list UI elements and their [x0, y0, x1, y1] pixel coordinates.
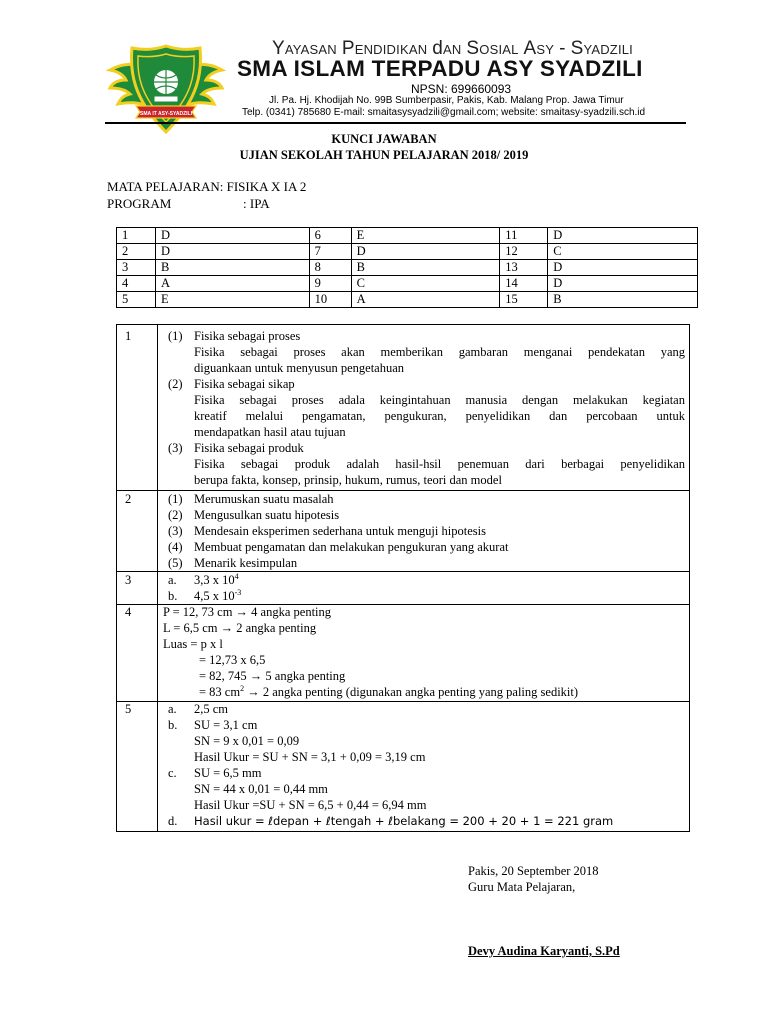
answer-row — [117, 292, 698, 308]
signer-role: Guru Mata Pelajaran, — [468, 880, 576, 894]
answer-letter-cell: C — [548, 244, 698, 260]
answer-line: = 12,73 x 6,5 — [199, 653, 266, 667]
answer-letter-cell: E — [155, 292, 309, 308]
school-name: SMA ISLAM TERPADU ASY SYADZILI — [237, 56, 643, 81]
essay-row-3 — [117, 571, 689, 605]
question-number: 2 — [125, 492, 132, 506]
item-marker: a. — [168, 573, 177, 587]
item-marker: (1) — [168, 492, 183, 506]
answer-key-body — [117, 228, 698, 308]
question-number-cell: 5 — [117, 292, 156, 308]
answer-letter-cell: D — [351, 244, 500, 260]
item-marker: (5) — [168, 556, 183, 570]
doc-title: KUNCI JAWABAN — [331, 132, 437, 146]
answer-letter-cell: E — [351, 228, 500, 244]
item-description: Fisika sebagai proses akan memberikan gambaran menganai pendekatan yang — [194, 345, 685, 359]
item-marker: b. — [168, 718, 178, 732]
item-description: mendapatkan hasil atau tujuan — [194, 425, 346, 439]
item-marker: (1) — [168, 329, 183, 343]
list-item: Membuat pengamatan dan melakukan pengukuran yang akurat — [194, 540, 509, 554]
answer-letter-cell: D — [155, 244, 309, 260]
question-number-cell: 14 — [500, 276, 548, 292]
answer-letter-cell: A — [155, 276, 309, 292]
essay-row-2 — [117, 490, 689, 572]
item-marker: (3) — [168, 524, 183, 538]
foundation-name: YAYASAN PENDIDIKAN dAN SOSIAL ASY - SYADZILI — [272, 38, 633, 59]
question-number-cell: 3 — [117, 260, 156, 276]
question-number-cell: 10 — [309, 292, 351, 308]
answer-row — [117, 244, 698, 260]
question-number-cell: 4 — [117, 276, 156, 292]
answer-line: 4,5 x $10^{-3}$ — [194, 587, 242, 603]
item-marker: b. — [168, 589, 178, 603]
essay-row-5 — [117, 701, 689, 831]
logo-ribbon-text: SMA IT ASY-SYADZILI — [140, 111, 192, 117]
item-marker: (3) — [168, 441, 183, 455]
subject-line: MATA PELAJARAN: FISIKA X IA 2 — [107, 179, 307, 194]
answer-letter-cell: D — [548, 276, 698, 292]
answer-letter-cell: B — [351, 260, 500, 276]
item-title: Fisika sebagai produk — [194, 441, 304, 455]
item-description: kreatif melalui pengamatan, pengukuran, penyelidikan dan percobaan untuk — [194, 409, 685, 423]
item-marker: d. — [168, 814, 178, 828]
school-address: Jl. Pa. Hj. Khodijah No. 99B Sumberpasir, Pakis, Kab. Malang Prop. Jawa Timur — [269, 95, 624, 106]
answer-line: SN = 44 x 0,01 = 0,44 mm — [194, 782, 328, 796]
answer-key-table — [116, 227, 698, 308]
answer-row — [117, 276, 698, 292]
essay-row-1 — [117, 325, 689, 491]
item-marker: c. — [168, 766, 177, 780]
answer-letter-cell: D — [548, 260, 698, 276]
item-description: Fisika sebagai proses adala keingintahuan manusia dengan melakukan kegiatan — [194, 393, 685, 407]
list-item: Mendesain eksperimen sederhana untuk menguji hipotesis — [194, 524, 486, 538]
answer-line: 2,5 cm — [194, 702, 229, 716]
item-description: Fisika sebagai produk adalah hasil-hsil penemuan dari berbagai penyelidikan — [194, 457, 685, 471]
item-marker: a. — [168, 702, 177, 716]
program-label: PROGRAM — [107, 196, 172, 211]
question-number-cell: 6 — [309, 228, 351, 244]
answer-letter-cell: A — [351, 292, 500, 308]
item-marker: (4) — [168, 540, 183, 554]
question-number: 4 — [125, 605, 132, 619]
npsn-text: NPSN: 699660093 — [411, 82, 512, 96]
question-number-cell: 1 — [117, 228, 156, 244]
program-value: : IPA — [243, 196, 270, 211]
question-number-cell: 12 — [500, 244, 548, 260]
answer-line: L = 6,5 cm → 2 angka penting — [163, 621, 317, 635]
item-marker: (2) — [168, 377, 183, 391]
essay-answer-table — [116, 324, 690, 832]
item-description: diguankaan untuk menyusun pengetahuan — [194, 361, 405, 375]
answer-line: SU = 6,5 mm — [194, 766, 262, 780]
answer-line: = 83 $cm^2 \to 2$ angka penting (digunakan angka penting yang paling sedikit) — [199, 683, 579, 699]
answer-line: P = 12, 73 cm → 4 angka penting — [163, 605, 332, 619]
question-number-cell: 9 — [309, 276, 351, 292]
school-contact: Telp. (0341) 785680 E-mail: smaitasysyadzili@gmail.com; website: smaitasy-syadzili.sch.id — [242, 107, 646, 118]
item-title: Fisika sebagai proses — [194, 329, 301, 343]
answer-line: SN = 9 x 0,01 = 0,09 — [194, 734, 300, 748]
question-number: 5 — [125, 702, 132, 716]
doc-subtitle: UJIAN SEKOLAH TAHUN PELAJARAN 2018/ 2019 — [239, 148, 529, 162]
answer-line: Hasil Ukur =SU + SN = 6,5 + 0,44 = 6,94 mm — [194, 798, 427, 812]
item-title: Fisika sebagai sikap — [194, 377, 295, 391]
answer-line: Hasil Ukur = SU + SN = 3,1 + 0,09 = 3,19 cm — [194, 750, 426, 764]
answer-letter-cell: B — [155, 260, 309, 276]
item-marker: (2) — [168, 508, 183, 522]
answer-letter-cell: C — [351, 276, 500, 292]
list-item: Mengusulkan suatu hipotesis — [194, 508, 340, 522]
place-date: Pakis, 20 September 2018 — [468, 864, 599, 878]
answer-line: 3,3 x $10^4$ — [194, 571, 239, 587]
answer-letter-cell: B — [548, 292, 698, 308]
answer-line: SU = 3,1 cm — [194, 718, 258, 732]
question-number-cell: 2 — [117, 244, 156, 260]
question-number-cell: 11 — [500, 228, 548, 244]
answer-row — [117, 228, 698, 244]
book-icon — [154, 96, 178, 102]
answer-letter-cell: D — [155, 228, 309, 244]
essay-row-4 — [117, 604, 689, 702]
answer-line: Luas = p x l — [163, 637, 223, 651]
list-item: Merumuskan suatu masalah — [194, 492, 334, 506]
answer-row — [117, 260, 698, 276]
school-logo-icon — [106, 40, 226, 140]
item-description: berupa fakta, konsep, prinsip, hukum, rumus, teori dan model — [194, 473, 502, 487]
question-number-cell: 7 — [309, 244, 351, 260]
header-divider — [105, 122, 686, 124]
answer-line: = 82, 745 → 5 angka penting — [199, 669, 346, 683]
answer-line: Hasil ukur = ℓdepan + ℓtengah + ℓbelakang = 200 + 20 + 1 = 221 gram — [194, 814, 614, 828]
list-item: Menarik kesimpulan — [194, 556, 298, 570]
question-number-cell: 15 — [500, 292, 548, 308]
question-number-cell: 13 — [500, 260, 548, 276]
question-number: 1 — [125, 329, 132, 343]
question-number-cell: 8 — [309, 260, 351, 276]
answer-letter-cell: D — [548, 228, 698, 244]
question-number: 3 — [125, 573, 132, 587]
signer-name: Devy Audina Karyanti, S.Pd — [468, 944, 620, 958]
